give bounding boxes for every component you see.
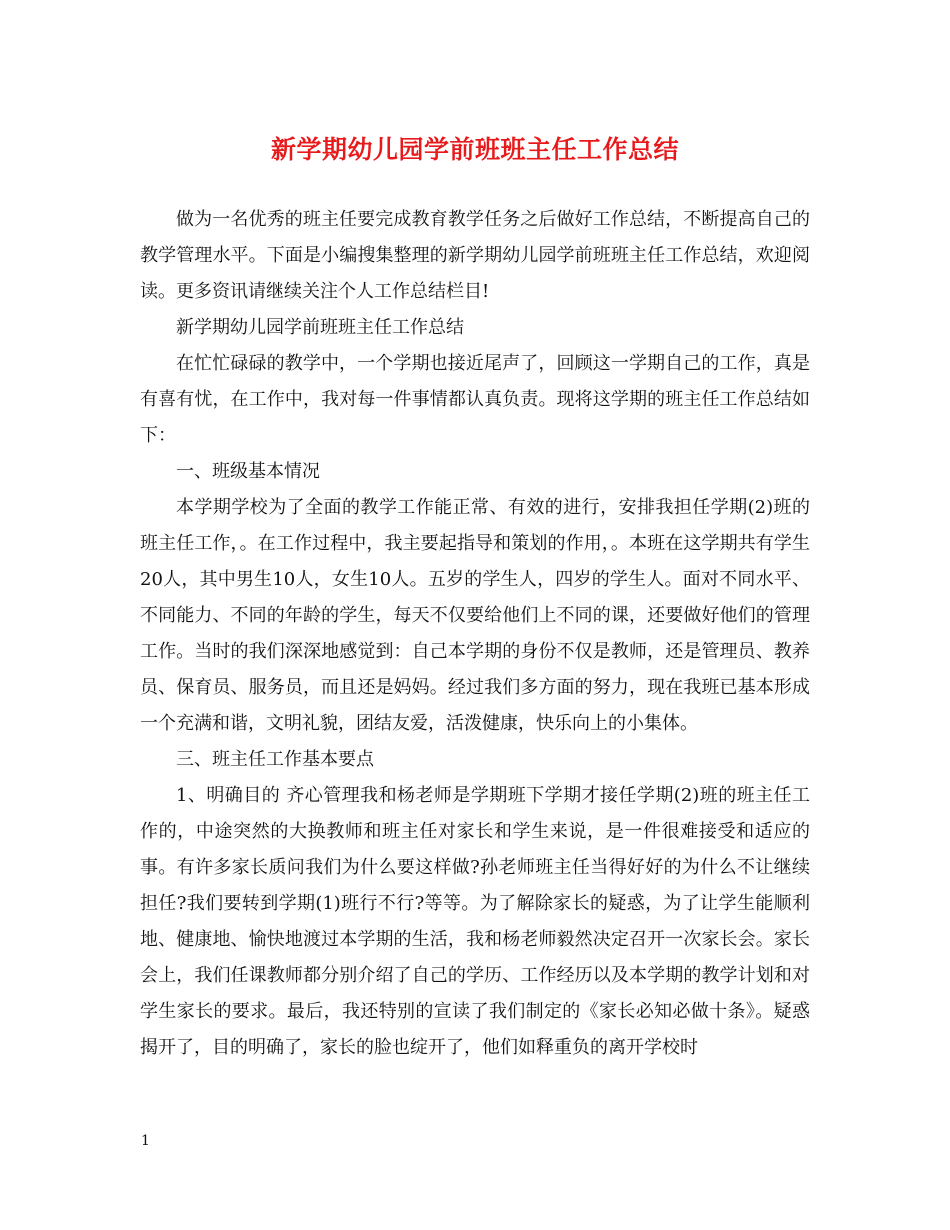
section-heading-class-situation: 一、班级基本情况: [176, 461, 320, 482]
document-title: 新学期幼儿园学前班班主任工作总结: [270, 135, 679, 164]
intro-paragraph: 做为一名优秀的班主任要完成教育教学任务之后做好工作总结，不断提高自己的教学管理水平。下面是小编搜集整理的新学期幼儿园学前班班主任工作总结，欢迎阅读。更多资讯请继续关注个人工作总结栏目!: [140, 209, 810, 302]
opening-paragraph: 在忙忙碌碌的教学中，一个学期也接近尾声了，回顾这一学期自己的工作，真是有喜有忧，在工作中，我对每一件事情都认真负责。现将这学期的班主任工作总结如下：: [140, 353, 810, 446]
class-situation-paragraph: 本学期学校为了全面的教学工作能正常、有效的进行，安排我担任学期(2)班的班主任工作，。在工作过程中，我主要起指导和策划的作用，。本班在这学期共有学生20人，其中男生10人，女生10人。五岁的学生人，四岁的学生人。面对不同水平、不同能力、不同的年龄的学生，每天不仅要给他们上不同的课，还要做好他们的管理工作。当时的我们深深地感觉到：自己本学期的身份不仅是教师，还是管理员、教养员、保育员、服务员，而且还是妈妈。经过我们多方面的努力，现在我班已基本形成一个充满和谐，文明礼貌，团结友爱，活泼健康，快乐向上的小集体。: [140, 497, 810, 734]
key-points-paragraph: 1、明确目的 齐心管理我和杨老师是学期班下学期才接任学期(2)班的班主任工作的，中途突然的大换教师和班主任对家长和学生来说，是一件很难接受和适应的事。有许多家长质问我们为什么要这样做?孙老师班主任当得好好的为什么不让继续担任?我们要转到学期(1)班行不行?等等。为了解除家长的疑惑，为了让学生能顺利地、健康地、愉快地渡过本学期的生活，我和杨老师毅然决定召开一次家长会。家长会上，我们任课教师都分别介绍了自己的学历、工作经历以及本学期的教学计划和对学生家长的要求。最后，我还特别的宣读了我们制定的《家长必知必做十条》。疑惑揭开了，目的明确了，家长的脸也绽开了，他们如释重负的离开学校时: [140, 785, 810, 1058]
document-body: [140, 202, 810, 1066]
section-heading-key-points: 三、班主任工作基本要点: [176, 749, 374, 770]
page-number: 1: [141, 1133, 150, 1149]
subtitle-paragraph: 新学期幼儿园学前班班主任工作总结: [176, 317, 464, 338]
